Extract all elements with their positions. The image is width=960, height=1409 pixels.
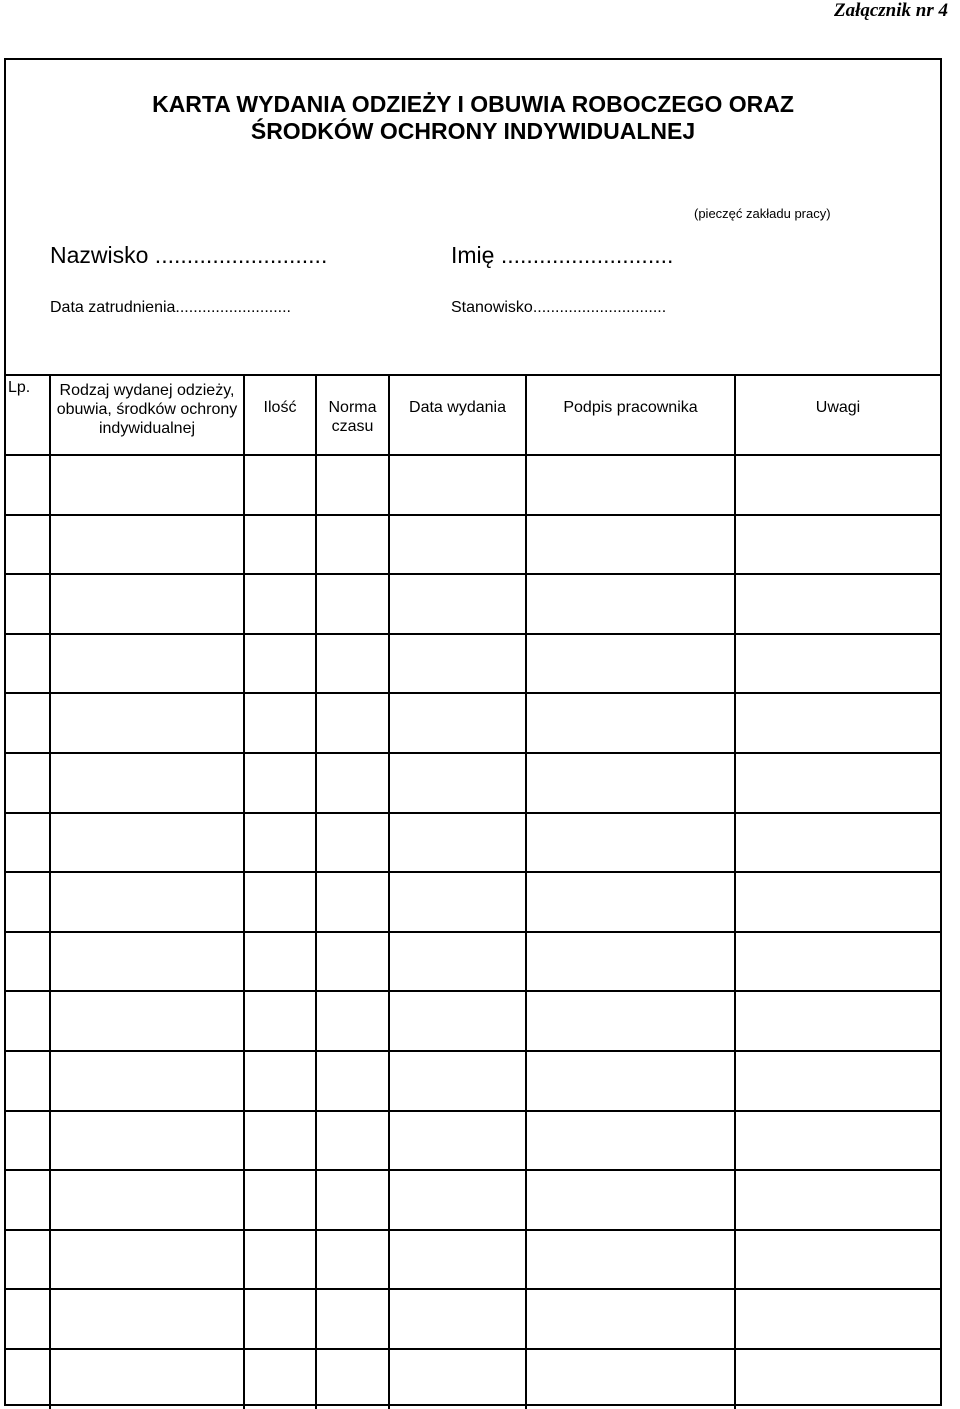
table-row: [6, 1349, 940, 1409]
surname-field[interactable]: Nazwisko ...........................: [50, 242, 328, 268]
cell-lp[interactable]: [6, 872, 50, 932]
cell-remarks[interactable]: [735, 1111, 940, 1171]
table-row: [6, 991, 940, 1051]
cell-quantity[interactable]: [244, 813, 316, 873]
cell-item-type[interactable]: [50, 1051, 244, 1111]
cell-time-norm[interactable]: [316, 693, 389, 753]
table-row: [6, 872, 940, 932]
cell-employee-signature[interactable]: [526, 574, 735, 634]
cell-time-norm[interactable]: [316, 991, 389, 1051]
cell-item-type[interactable]: [50, 872, 244, 932]
cell-quantity[interactable]: [244, 991, 316, 1051]
cell-employee-signature[interactable]: [526, 693, 735, 753]
cell-lp[interactable]: [6, 1289, 50, 1349]
table-row: [6, 813, 940, 873]
cell-time-norm[interactable]: [316, 813, 389, 873]
cell-remarks[interactable]: [735, 693, 940, 753]
header-time-norm: Norma czasu: [316, 375, 389, 455]
cell-issue-date[interactable]: [389, 932, 526, 992]
table-row: [6, 574, 940, 634]
cell-time-norm[interactable]: [316, 455, 389, 515]
table-row: [6, 1230, 940, 1290]
cell-time-norm[interactable]: [316, 1111, 389, 1171]
cell-item-type[interactable]: [50, 1111, 244, 1171]
cell-item-type[interactable]: [50, 991, 244, 1051]
issue-log-table: [6, 374, 940, 1409]
attachment-label: Załącznik nr 4: [833, 0, 948, 21]
position-field[interactable]: Stanowisko..............................: [451, 299, 667, 316]
cell-time-norm[interactable]: [316, 634, 389, 694]
cell-lp[interactable]: [6, 932, 50, 992]
cell-issue-date[interactable]: [389, 515, 526, 575]
cell-item-type[interactable]: [50, 634, 244, 694]
cell-employee-signature[interactable]: [526, 991, 735, 1051]
cell-item-type[interactable]: [50, 1230, 244, 1290]
cell-item-type[interactable]: [50, 932, 244, 992]
cell-issue-date[interactable]: [389, 872, 526, 932]
cell-issue-date[interactable]: [389, 813, 526, 873]
cell-quantity[interactable]: [244, 1051, 316, 1111]
cell-issue-date[interactable]: [389, 634, 526, 694]
cell-issue-date[interactable]: [389, 1349, 526, 1409]
cell-time-norm[interactable]: [316, 872, 389, 932]
cell-quantity[interactable]: [244, 634, 316, 694]
cell-remarks[interactable]: [735, 634, 940, 694]
cell-quantity[interactable]: [244, 1111, 316, 1171]
cell-issue-date[interactable]: [389, 455, 526, 515]
cell-remarks[interactable]: [735, 1170, 940, 1230]
table-row: [6, 455, 940, 515]
cell-employee-signature[interactable]: [526, 1349, 735, 1409]
cell-remarks[interactable]: [735, 1289, 940, 1349]
cell-issue-date[interactable]: [389, 1170, 526, 1230]
cell-time-norm[interactable]: [316, 515, 389, 575]
cell-lp[interactable]: [6, 515, 50, 575]
cell-item-type[interactable]: [50, 813, 244, 873]
employment-date-field[interactable]: Data zatrudnienia..........................: [50, 299, 291, 316]
cell-lp[interactable]: [6, 634, 50, 694]
first-name-field[interactable]: Imię ...........................: [451, 242, 674, 268]
cell-time-norm[interactable]: [316, 574, 389, 634]
cell-remarks[interactable]: [735, 1230, 940, 1290]
header-quantity: Ilość: [244, 375, 316, 455]
cell-quantity[interactable]: [244, 1230, 316, 1290]
table-row: [6, 1289, 940, 1349]
cell-issue-date[interactable]: [389, 753, 526, 813]
cell-issue-date[interactable]: [389, 693, 526, 753]
cell-item-type[interactable]: [50, 1170, 244, 1230]
table-row: [6, 1051, 940, 1111]
cell-employee-signature[interactable]: [526, 1051, 735, 1111]
cell-lp[interactable]: [6, 1230, 50, 1290]
cell-quantity[interactable]: [244, 1170, 316, 1230]
form-frame: [4, 58, 942, 1406]
cell-remarks[interactable]: [735, 753, 940, 813]
cell-remarks[interactable]: [735, 1349, 940, 1409]
cell-item-type[interactable]: [50, 693, 244, 753]
cell-time-norm[interactable]: [316, 753, 389, 813]
cell-item-type[interactable]: [50, 515, 244, 575]
cell-employee-signature[interactable]: [526, 813, 735, 873]
cell-time-norm[interactable]: [316, 932, 389, 992]
cell-time-norm[interactable]: [316, 1051, 389, 1111]
cell-quantity[interactable]: [244, 693, 316, 753]
cell-lp[interactable]: [6, 693, 50, 753]
company-stamp-label: (pieczęć zakładu pracy): [694, 206, 831, 221]
table-row: [6, 932, 940, 992]
cell-quantity[interactable]: [244, 1349, 316, 1409]
cell-issue-date[interactable]: [389, 574, 526, 634]
cell-lp[interactable]: [6, 1170, 50, 1230]
cell-employee-signature[interactable]: [526, 634, 735, 694]
cell-lp[interactable]: [6, 1349, 50, 1409]
cell-remarks[interactable]: [735, 574, 940, 634]
cell-quantity[interactable]: [244, 455, 316, 515]
form-title-line-2: ŚRODKÓW OCHRONY INDYWIDUALNEJ: [250, 118, 696, 144]
cell-lp[interactable]: [6, 574, 50, 634]
cell-time-norm[interactable]: [316, 1289, 389, 1349]
cell-employee-signature[interactable]: [526, 1230, 735, 1290]
form-title: [6, 91, 940, 145]
cell-employee-signature[interactable]: [526, 1289, 735, 1349]
cell-remarks[interactable]: [735, 872, 940, 932]
cell-quantity[interactable]: [244, 515, 316, 575]
cell-item-type[interactable]: [50, 455, 244, 515]
cell-issue-date[interactable]: [389, 991, 526, 1051]
cell-lp[interactable]: [6, 991, 50, 1051]
cell-lp[interactable]: [6, 813, 50, 873]
table-row: [6, 693, 940, 753]
cell-remarks[interactable]: [735, 991, 940, 1051]
table-row: [6, 753, 940, 813]
cell-item-type[interactable]: [50, 1349, 244, 1409]
cell-issue-date[interactable]: [389, 1111, 526, 1171]
table-row: [6, 634, 940, 694]
cell-lp[interactable]: [6, 1111, 50, 1171]
form-title-line-1: KARTA WYDANIA ODZIEŻY I OBUWIA ROBOCZEGO ORAZ: [152, 91, 794, 117]
cell-time-norm[interactable]: [316, 1349, 389, 1409]
cell-quantity[interactable]: [244, 753, 316, 813]
table-header-row: [6, 375, 940, 455]
cell-remarks[interactable]: [735, 813, 940, 873]
cell-quantity[interactable]: [244, 932, 316, 992]
header-employee-signature: Podpis pracownika: [526, 375, 735, 455]
table-row: [6, 1170, 940, 1230]
cell-issue-date[interactable]: [389, 1051, 526, 1111]
cell-employee-signature[interactable]: [526, 455, 735, 515]
cell-lp[interactable]: [6, 1051, 50, 1111]
cell-remarks[interactable]: [735, 1051, 940, 1111]
cell-remarks[interactable]: [735, 515, 940, 575]
cell-issue-date[interactable]: [389, 1230, 526, 1290]
cell-item-type[interactable]: [50, 1289, 244, 1349]
cell-item-type[interactable]: [50, 574, 244, 634]
cell-employee-signature[interactable]: [526, 1111, 735, 1171]
cell-quantity[interactable]: [244, 574, 316, 634]
cell-remarks[interactable]: [735, 932, 940, 992]
table-row: [6, 515, 940, 575]
cell-lp[interactable]: [6, 753, 50, 813]
cell-time-norm[interactable]: [316, 1170, 389, 1230]
cell-quantity[interactable]: [244, 1289, 316, 1349]
cell-employee-signature[interactable]: [526, 753, 735, 813]
header-item-type: Rodzaj wydanej odzieży, obuwia, środków ochrony indywidualnej: [50, 375, 244, 455]
cell-employee-signature[interactable]: [526, 515, 735, 575]
cell-employee-signature[interactable]: [526, 872, 735, 932]
cell-employee-signature[interactable]: [526, 932, 735, 992]
header-issue-date: Data wydania: [389, 375, 526, 455]
cell-remarks[interactable]: [735, 455, 940, 515]
cell-time-norm[interactable]: [316, 1230, 389, 1290]
cell-employee-signature[interactable]: [526, 1170, 735, 1230]
cell-lp[interactable]: [6, 455, 50, 515]
cell-issue-date[interactable]: [389, 1289, 526, 1349]
cell-quantity[interactable]: [244, 872, 316, 932]
header-remarks: Uwagi: [735, 375, 940, 455]
cell-item-type[interactable]: [50, 753, 244, 813]
table-row: [6, 1111, 940, 1171]
header-lp: Lp.: [6, 375, 50, 455]
